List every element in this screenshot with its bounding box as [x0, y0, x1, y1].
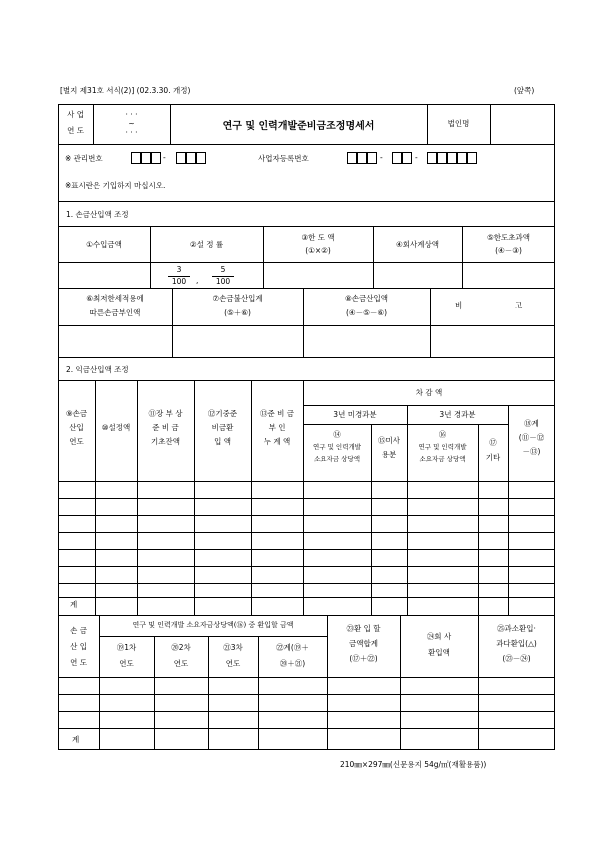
instruction-note: ※표시란은 기입하지 마십시오.	[65, 181, 166, 190]
col-5-excess-amount: ⑤한도초과액	[487, 233, 530, 242]
mgmt-no-box[interactable]	[141, 152, 151, 164]
year-to-dots: · · ·	[125, 128, 138, 137]
col-6-min-tax-disallowed: ⑥최저한세적용에	[86, 294, 144, 303]
rate-separator: ,	[196, 276, 199, 285]
col-9-line-2: 산입	[69, 423, 84, 432]
col-24-line-2: 환입액	[428, 648, 450, 657]
col-2-setting-rate: ②설 정 률	[189, 240, 224, 249]
col-20-line-2: 연도	[173, 659, 189, 668]
col-6-line-2: 따른손금부인액	[89, 308, 141, 317]
biz-no-box[interactable]	[467, 152, 477, 164]
col-23-formula: (⑰＋㉒)	[349, 654, 378, 663]
mgmt-no-box[interactable]	[131, 152, 141, 164]
col-13-line-3: 누 계 액	[263, 437, 291, 446]
col-22-total: ㉒계(⑲＋	[276, 643, 309, 652]
col-16-rd-funds: 연구 및 인력개발	[418, 443, 467, 451]
over-3-years-header: 3년 경과분	[439, 410, 476, 419]
col-25-under-over-reversal: ㉕과소환입·	[497, 624, 536, 633]
col-17-number: ⑰	[489, 438, 497, 447]
mgmt-no-box[interactable]	[196, 152, 206, 164]
biz-no-box[interactable]	[427, 152, 437, 164]
section-2-total-label: 계	[70, 600, 78, 609]
col-7-formula: (⑤＋⑥)	[224, 308, 251, 317]
col-18-formula-2: －⑬)	[522, 447, 541, 456]
col-16-number: ⑯	[438, 430, 447, 439]
col-21-third-year: ㉑3차	[223, 643, 243, 652]
biz-no-box[interactable]	[457, 152, 467, 164]
form-title: 연구 및 인력개발준비금조정명세서	[222, 121, 375, 132]
col-13-disallowed-accum: ⑬준 비 금	[259, 409, 294, 418]
rate-1-denominator: 100	[171, 277, 187, 286]
section-3-year-line-3: 연 도	[70, 658, 87, 667]
biz-no-box[interactable]	[357, 152, 367, 164]
year-from-dots: · · ·	[125, 110, 138, 119]
reversal-amount-span-header: 연구 및 인력개발 소요자금상당액(⑯) 중 환입할 금액	[132, 621, 294, 629]
mgmt-no-box[interactable]	[186, 152, 196, 164]
col-9-year: ⑨손금	[65, 409, 88, 418]
year-tilde: ~	[128, 119, 135, 128]
section-3-year-label: 손 금	[70, 626, 87, 635]
col-14-number: ⑭	[333, 430, 341, 439]
col-7-nondeductible-total: ⑦손금불산입계	[212, 294, 263, 303]
biz-no-box[interactable]	[447, 152, 457, 164]
col-9-line-3: 연도	[69, 437, 84, 446]
col-3-formula: (①×②)	[305, 246, 331, 255]
rate-1-numerator: 3	[176, 265, 182, 274]
biz-no-box[interactable]	[437, 152, 447, 164]
col-16-line-2: 소요자금 상당액	[419, 455, 466, 463]
col-4-company-recorded: ④회사계상액	[396, 240, 439, 249]
section-3-year-line-2: 산 입	[70, 642, 87, 651]
col-14-line-2: 소요자금 상당액	[313, 455, 361, 463]
col-8-formula: (④－⑤－⑥)	[345, 308, 388, 317]
business-year-label-2: 연 도	[67, 126, 84, 135]
within-3-years-header: 3년 미경과분	[333, 410, 377, 419]
col-12-line-2: 비금환	[211, 423, 234, 432]
col-8-deductible-amount: ⑧손금산입액	[345, 294, 388, 303]
col-12-line-3: 입 액	[214, 437, 231, 446]
col-19-line-2: 연도	[119, 659, 134, 668]
col-10-setting-amount: ⑩설정액	[101, 423, 131, 432]
col-1-income-amount: ①수입금액	[86, 240, 122, 249]
col-11-book-reserve: ⑪장 부 상	[148, 409, 183, 418]
col-13-line-2: 부 인	[268, 423, 286, 432]
col-5-formula: (④－③)	[495, 246, 522, 255]
corp-name-label: 법인명	[447, 119, 470, 128]
col-22-formula: ⑳＋㉑)	[279, 659, 306, 668]
col-15-unused: ⑮미사	[378, 436, 400, 445]
mgmt-no-box[interactable]	[176, 152, 186, 164]
col-23-line-2: 금액합계	[349, 639, 378, 648]
business-registration-number-label: 사업자등록번호	[258, 154, 309, 163]
col-3-limit-amount: ③한 도 액	[301, 233, 335, 242]
col-23-reversal-sum: ㉓환 입 할	[346, 624, 381, 633]
rate-2-denominator: 100	[215, 277, 231, 286]
rate-2-numerator: 5	[220, 265, 226, 274]
paper-spec: 210㎜×297㎜(신문용지 54g/㎡(재활용품))	[340, 760, 487, 769]
management-number-label: ※ 관리번호	[65, 154, 103, 163]
section-1-heading: 1. 손금산입액 조정	[66, 210, 129, 219]
biz-no-box[interactable]	[347, 152, 357, 164]
col-17-other: 기타	[485, 453, 501, 462]
col-11-line-3: 기초잔액	[151, 437, 180, 446]
col-15-line-2: 용분	[381, 450, 397, 459]
biz-no-box[interactable]	[392, 152, 402, 164]
col-19-first-year: ⑲1차	[116, 643, 137, 652]
section-3-total-label: 계	[72, 735, 80, 744]
col-18-formula-1: (⑪－⑫	[518, 433, 545, 442]
section-2-heading: 2. 익금산입액 조정	[66, 365, 129, 374]
col-25-formula: (㉓－㉔)	[502, 654, 531, 663]
remarks-label-2: 고	[515, 301, 523, 310]
biz-no-box[interactable]	[402, 152, 412, 164]
col-21-line-2: 연도	[225, 659, 241, 668]
remarks-label-1: 비	[455, 301, 463, 310]
mgmt-no-box[interactable]	[151, 152, 161, 164]
corp-name-field[interactable]	[491, 105, 554, 143]
col-24-company-reversal: ㉔회 사	[426, 632, 452, 641]
col-25-line-2: 과다환입(△)	[496, 639, 537, 648]
business-year-label-1: 사 업	[67, 110, 84, 119]
col-20-second-year: ⑳2차	[171, 643, 191, 652]
page-side-label: (앞쪽)	[514, 86, 535, 95]
col-14-rd-funds: 연구 및 인력개발	[312, 443, 362, 451]
net-amount-header: 차 감 액	[415, 388, 443, 397]
form-reference: [별지 제31호 서식(2)] (02.3.30. 개정)	[60, 86, 191, 95]
col-18-total: ⑱계	[524, 419, 539, 428]
biz-no-box[interactable]	[367, 152, 377, 164]
col-12-reversal: ⑫기중준	[207, 409, 238, 418]
col-11-line-2: 준 비 금	[152, 423, 179, 432]
